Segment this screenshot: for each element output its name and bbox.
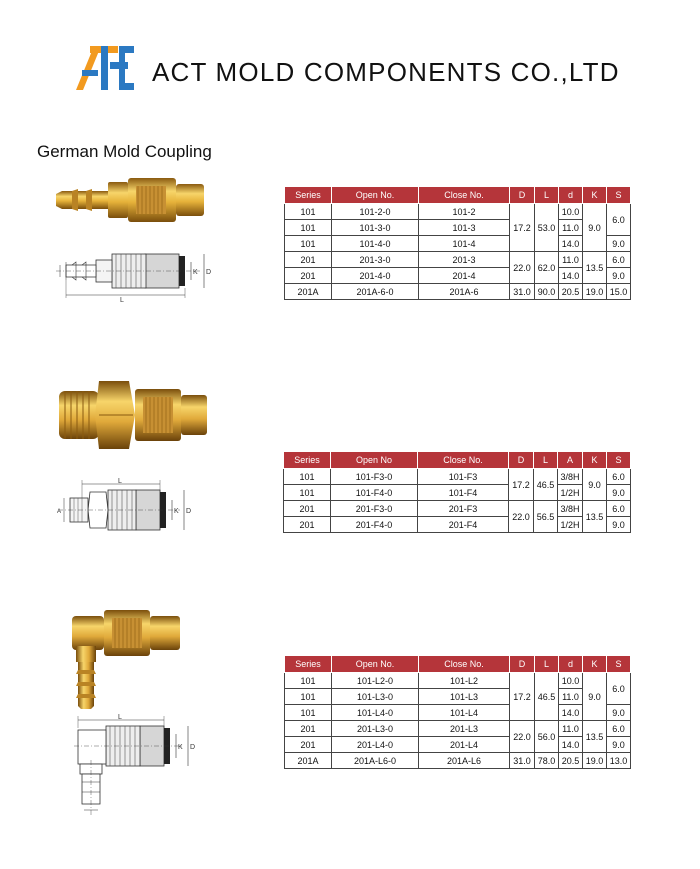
l-cell: 53.0: [535, 204, 559, 252]
open-no-cell: 201-3-0: [332, 252, 419, 268]
l-cell: 46.5: [534, 469, 558, 501]
d-cell: 22.0: [510, 721, 535, 753]
column-header: Open No.: [332, 656, 419, 673]
column-header: S: [607, 656, 631, 673]
coupling-hose-barb-photo: [52, 172, 212, 228]
close-no-cell: 101-L2: [419, 673, 510, 689]
column-header: K: [583, 452, 607, 469]
l-cell: 56.5: [534, 501, 558, 533]
open-no-cell: 201-L4-0: [332, 737, 419, 753]
column-header: L: [534, 452, 558, 469]
series-cell: 201: [285, 721, 332, 737]
d-cell: 17.2: [509, 469, 534, 501]
s-cell: 6.0: [607, 469, 631, 485]
d-cell: 31.0: [510, 753, 535, 769]
column-header: L: [535, 187, 559, 204]
close-no-cell: 101-2: [419, 204, 510, 220]
series-cell: 101: [285, 204, 332, 220]
drawing-3-dimension-K: K: [178, 744, 183, 751]
open-no-cell: 101-F3-0: [331, 469, 418, 485]
close-no-cell: 201-F3: [418, 501, 509, 517]
column-header: Series: [285, 656, 332, 673]
l-cell: 46.5: [535, 673, 559, 721]
table-row: [285, 753, 631, 769]
close-no-cell: 201-4: [419, 268, 510, 284]
table-header-row: [284, 452, 631, 469]
open-no-cell: 201-4-0: [332, 268, 419, 284]
table-row: [285, 204, 631, 220]
table-header-row: [285, 187, 631, 204]
open-no-cell: 101-4-0: [332, 236, 419, 252]
dimension-drawing-2: [52, 478, 197, 538]
column-header: Open No.: [332, 187, 419, 204]
table-row: [285, 268, 631, 284]
close-no-cell: 201A-L6: [419, 753, 510, 769]
close-no-cell: 201-F4: [418, 517, 509, 533]
d-cell: 22.0: [509, 501, 534, 533]
column-header: A: [558, 452, 583, 469]
d-cell: 17.2: [510, 204, 535, 252]
close-no-cell: 201A-6: [419, 284, 510, 300]
column-header: K: [583, 187, 607, 204]
s-cell: 9.0: [607, 236, 631, 252]
open-no-cell: 201-F3-0: [331, 501, 418, 517]
column-header: D: [510, 656, 535, 673]
drawing-1-dimension-K: K: [193, 269, 198, 276]
column-header: L: [535, 656, 559, 673]
open-no-cell: 101-2-0: [332, 204, 419, 220]
close-no-cell: 101-L4: [419, 705, 510, 721]
table-row: [285, 705, 631, 721]
spec-table-1: [284, 186, 631, 300]
column-header: Close No.: [418, 452, 509, 469]
open-no-cell: 101-L4-0: [332, 705, 419, 721]
series-cell: 201: [285, 252, 332, 268]
open-no-cell: 201A-L6-0: [332, 753, 419, 769]
l-cell: 56.0: [535, 721, 559, 753]
small-d-cell: 11.0: [559, 721, 583, 737]
drawing-2-dimension-D: D: [186, 508, 192, 515]
drawing-2-dimension-K: K: [174, 508, 179, 515]
drawing-2-dimension-A: A: [57, 509, 62, 515]
s-cell: 6.0: [607, 204, 631, 236]
small-d-cell: 11.0: [559, 689, 583, 705]
d-cell: 31.0: [510, 284, 535, 300]
company-logo: [74, 40, 136, 92]
close-no-cell: 201-L4: [419, 737, 510, 753]
table-row: [285, 737, 631, 753]
a-cell: 3/8H: [558, 469, 583, 485]
series-cell: 201: [285, 737, 332, 753]
l-cell: 78.0: [535, 753, 559, 769]
series-cell: 201A: [285, 753, 332, 769]
dimension-drawing-3: [72, 712, 202, 822]
series-cell: 101: [285, 236, 332, 252]
series-cell: 201A: [285, 284, 332, 300]
s-cell: 9.0: [607, 517, 631, 533]
small-d-cell: 11.0: [559, 220, 583, 236]
close-no-cell: 101-L3: [419, 689, 510, 705]
spec-table-2: [283, 451, 631, 533]
series-cell: 101: [285, 220, 332, 236]
table-row: [285, 220, 631, 236]
small-d-cell: 14.0: [559, 705, 583, 721]
open-no-cell: 101-L3-0: [332, 689, 419, 705]
column-header: Close No.: [419, 187, 510, 204]
column-header: d: [559, 187, 583, 204]
series-cell: 101: [284, 485, 331, 501]
table-row: [285, 252, 631, 268]
table-row: [285, 236, 631, 252]
small-d-cell: 10.0: [559, 204, 583, 220]
k-cell: 9.0: [583, 469, 607, 501]
close-no-cell: 101-F4: [418, 485, 509, 501]
table-row: [285, 689, 631, 705]
small-d-cell: 20.5: [559, 753, 583, 769]
close-no-cell: 101-4: [419, 236, 510, 252]
small-d-cell: 14.0: [559, 737, 583, 753]
series-cell: 201: [284, 517, 331, 533]
column-header: Series: [284, 452, 331, 469]
d-cell: 17.2: [510, 673, 535, 721]
drawing-3-dimension-D: D: [190, 744, 196, 751]
k-cell: 9.0: [583, 204, 607, 252]
s-cell: 6.0: [607, 721, 631, 737]
a-cell: 1/2H: [558, 517, 583, 533]
k-cell: 19.0: [583, 753, 607, 769]
table-row: [284, 469, 631, 485]
series-cell: 101: [284, 469, 331, 485]
series-cell: 201: [285, 268, 332, 284]
open-no-cell: 101-F4-0: [331, 485, 418, 501]
drawing-1-dimension-D: D: [206, 269, 212, 276]
k-cell: 13.5: [583, 252, 607, 284]
small-d-cell: 11.0: [559, 252, 583, 268]
dimension-drawing-1: [50, 250, 215, 305]
table-header-row: [285, 656, 631, 673]
s-cell: 6.0: [607, 673, 631, 705]
section-title: German Mold Coupling: [37, 142, 212, 161]
open-no-cell: 201A-6-0: [332, 284, 419, 300]
series-cell: 101: [285, 689, 332, 705]
s-cell: 9.0: [607, 485, 631, 501]
l-cell: 62.0: [535, 252, 559, 284]
small-d-cell: 14.0: [559, 268, 583, 284]
coupling-elbow-photo: [68, 602, 188, 712]
table-row: [285, 673, 631, 689]
close-no-cell: 201-L3: [419, 721, 510, 737]
s-cell: 9.0: [607, 737, 631, 753]
k-cell: 13.5: [583, 721, 607, 753]
d-cell: 22.0: [510, 252, 535, 284]
company-name: ACT MOLD COMPONENTS CO.,LTD: [152, 57, 620, 87]
column-header: Open No: [331, 452, 418, 469]
column-header: D: [510, 187, 535, 204]
k-cell: 19.0: [583, 284, 607, 300]
small-d-cell: 14.0: [559, 236, 583, 252]
column-header: Series: [285, 187, 332, 204]
close-no-cell: 201-3: [419, 252, 510, 268]
column-header: S: [607, 452, 631, 469]
small-d-cell: 20.5: [559, 284, 583, 300]
table-row: [285, 284, 631, 300]
close-no-cell: 101-F3: [418, 469, 509, 485]
s-cell: 6.0: [607, 501, 631, 517]
k-cell: 13.5: [583, 501, 607, 533]
spec-table-3: [284, 655, 631, 769]
column-header: Close No.: [419, 656, 510, 673]
coupling-male-thread-photo: [55, 375, 215, 455]
s-cell: 13.0: [607, 753, 631, 769]
small-d-cell: 10.0: [559, 673, 583, 689]
drawing-1-dimension-L: L: [120, 297, 124, 304]
column-header: D: [509, 452, 534, 469]
open-no-cell: 201-L3-0: [332, 721, 419, 737]
table-row: [285, 721, 631, 737]
s-cell: 9.0: [607, 705, 631, 721]
table-row: [284, 501, 631, 517]
drawing-2-dimension-L: L: [118, 478, 122, 485]
drawing-3-dimension-L: L: [118, 714, 122, 721]
series-cell: 201: [284, 501, 331, 517]
a-cell: 3/8H: [558, 501, 583, 517]
s-cell: 15.0: [607, 284, 631, 300]
series-cell: 101: [285, 673, 332, 689]
open-no-cell: 101-L2-0: [332, 673, 419, 689]
open-no-cell: 201-F4-0: [331, 517, 418, 533]
close-no-cell: 101-3: [419, 220, 510, 236]
table-row: [284, 517, 631, 533]
column-header: d: [559, 656, 583, 673]
open-no-cell: 101-3-0: [332, 220, 419, 236]
series-cell: 101: [285, 705, 332, 721]
k-cell: 9.0: [583, 673, 607, 721]
table-row: [284, 485, 631, 501]
a-cell: 1/2H: [558, 485, 583, 501]
column-header: K: [583, 656, 607, 673]
l-cell: 90.0: [535, 284, 559, 300]
column-header: S: [607, 187, 631, 204]
s-cell: 9.0: [607, 268, 631, 284]
s-cell: 6.0: [607, 252, 631, 268]
